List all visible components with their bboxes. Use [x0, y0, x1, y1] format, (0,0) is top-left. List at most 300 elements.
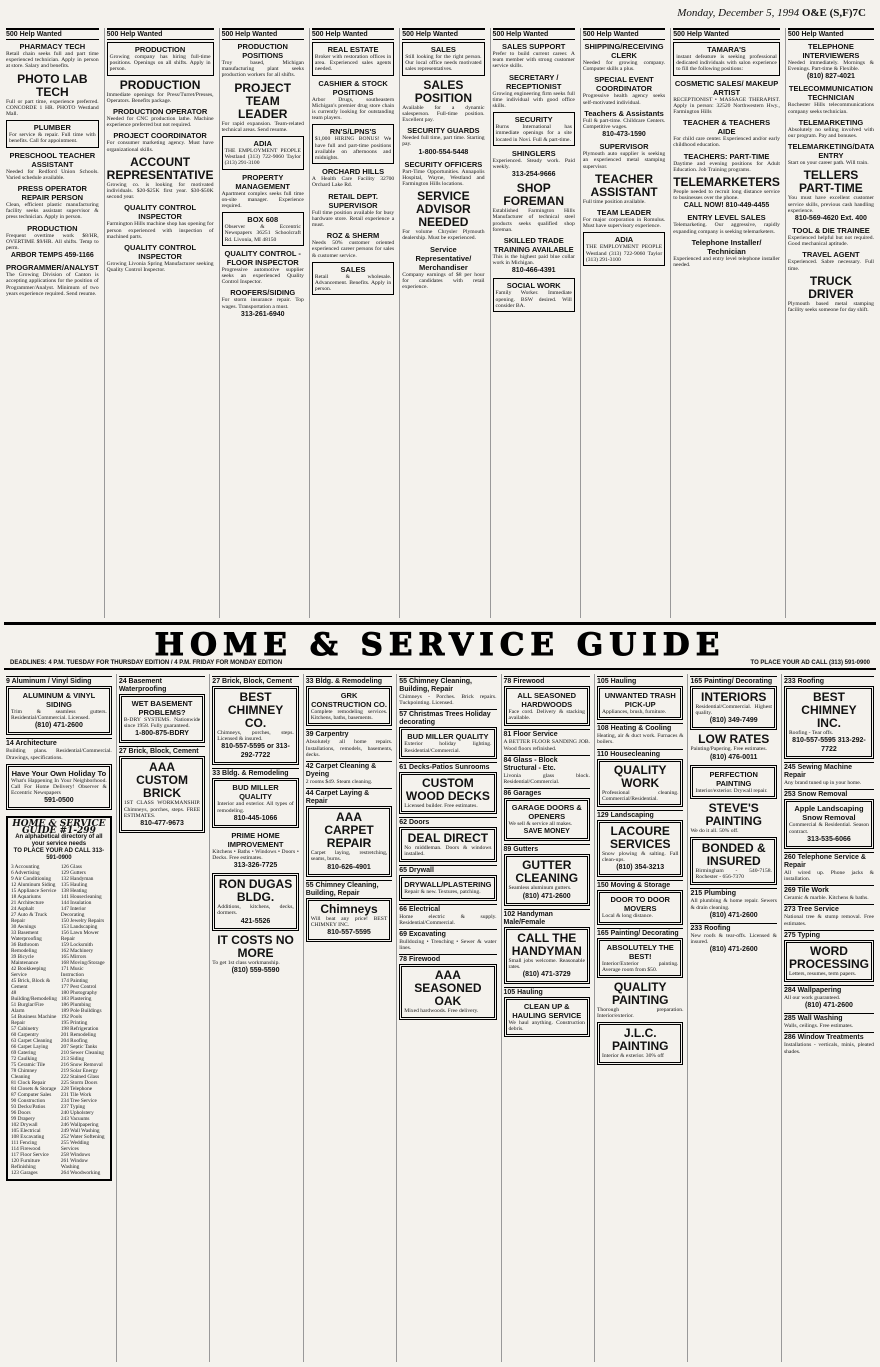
ad-heading: QUALITY CONTROL - FLOOR INSPECTOR: [224, 248, 301, 267]
ad-heading: DOOR TO DOOR MOVERS: [610, 895, 670, 914]
index-item: 138 Heating: [60, 887, 87, 894]
section-header: 500 Help Wanted: [788, 28, 874, 40]
ad-body: THE EMPLOYMENT PEOPLE Westland (313) 722-9060 Taylor (313) 291-3100: [224, 148, 301, 167]
classified-ad: [583, 42, 665, 72]
ad-body: Trim & seamless gutters. Residential/Commercial. Licensed.: [11, 709, 107, 722]
ad-heading: PRODUCTION POSITIONS: [237, 42, 288, 60]
ad-phone: (810) 471-2600: [709, 911, 758, 919]
ad-body: Appliances, brush, furniture.: [601, 709, 667, 715]
service-ad: [597, 1022, 683, 1064]
guide-category: 62 Doors: [399, 817, 496, 827]
ad-phone: 810-569-4620 Ext. 400: [794, 215, 867, 223]
ad-body: Chimneys - Porches. Brick repairs. Tuckpointing. Licensed.: [399, 694, 497, 707]
index-item: 222 Stained Glass: [60, 1073, 100, 1080]
ad-body: THE EMPLOYMENT PEOPLE Westland (313) 722-9060 Taylor (313) 291-3100: [585, 244, 663, 263]
ad-heading: Have Your Own Holiday To: [11, 768, 107, 778]
index-item: 45 Brick, Block & Cement: [11, 977, 51, 990]
index-item: 93 Decks/Patios: [11, 1103, 46, 1110]
service-ad: [212, 934, 298, 975]
index-item: 3 Accounting: [11, 863, 40, 870]
index-item: 225 Storm Doors: [60, 1079, 98, 1086]
classified-ad: [673, 176, 780, 210]
classified-ad: [673, 213, 780, 234]
section-header: 500 Help Wanted: [312, 28, 394, 40]
index-item: 168 Moving/Storage: [60, 959, 105, 966]
classified-column: [490, 28, 577, 618]
ad-heading: GARAGE DOORS & OPENERS: [511, 803, 582, 822]
classified-ad: [222, 136, 304, 170]
ad-heading: ORCHARD HILLS: [322, 167, 385, 177]
index-item: 9 Air Conditioning: [11, 875, 52, 882]
guide-category: 33 Bldg. & Remodeling: [212, 768, 298, 778]
guide-column: [781, 674, 876, 1362]
ad-body: Full or part time, experience preferred. CONCORDE 1 HR. PHOTO Westland Mall.: [6, 98, 99, 118]
ad-heading: PHOTO LAB TECH: [17, 71, 88, 99]
ad-heading: PROGRAMMER/ANALYST: [6, 263, 99, 273]
guide-title: HOME & SERVICE GUIDE: [154, 627, 726, 663]
index-item: 21 Architecture: [11, 899, 44, 906]
service-ad: [784, 895, 874, 901]
classified-ad: [583, 208, 665, 229]
classified-ad: [493, 149, 575, 179]
ad-phone: (810) 471-2600: [522, 892, 571, 900]
classified-ad: [6, 184, 99, 221]
ad-body: Residential/Commercial. Highest quality.: [695, 704, 772, 717]
service-ad: [399, 772, 496, 814]
ad-body: Birmingham - 540-7158. Rochester - 656-7370: [695, 868, 772, 881]
index-item: 24 Asphalt: [11, 905, 34, 912]
ad-heading: ENTRY LEVEL SALES: [687, 213, 766, 223]
ad-body: For major corporation in Romulus. Must have supervisory experience.: [582, 217, 666, 230]
ad-body: Interior & exterior. 30% off: [601, 1053, 664, 1060]
classified-ad: [107, 79, 214, 104]
index-item: 153 Landscaping: [60, 923, 98, 930]
ad-body: Absolutely no selling involved with our program. Pay and bonuses.: [787, 126, 874, 140]
guide-category: 284 Wallpapering: [784, 985, 874, 995]
classified-column: [399, 28, 486, 618]
index-place-ad: TO PLACE YOUR AD CALL 313-591-0900: [13, 847, 105, 861]
index-item: 201 Remodeling: [60, 1031, 97, 1038]
guide-column: [303, 674, 394, 1362]
classified-ad: [788, 42, 874, 81]
classified-ad: [402, 245, 484, 291]
classified-ad: [673, 42, 780, 76]
guide-category: 105 Hauling: [597, 676, 683, 686]
classified-column: [785, 28, 876, 618]
ad-body: instant defeature is seeking professional dedicated individuals with salon experience to fill the following positions:: [676, 54, 777, 73]
ad-heading: RN'S/LPNS'S: [329, 127, 377, 137]
service-ad: [690, 802, 776, 834]
guide-category: 81 Floor Service: [504, 729, 590, 739]
ad-body: Full & part-time. Childcare Centers. Competitive wages.: [582, 117, 666, 131]
ad-heading: ALUMINUM & VINYL SIDING: [22, 691, 96, 709]
guide-category: 253 Snow Removal: [784, 789, 874, 799]
ad-phone: 1-800-875-BDRY: [135, 730, 189, 738]
ad-body: All plumbing & home repair. Sewers & drain cleaning.: [690, 898, 777, 911]
ad-heading: ROOFERS/SIDING: [230, 288, 296, 298]
ad-body: Chimneys, porches, steps. Licensed & insured.: [217, 730, 294, 743]
guide-deadlines: DEADLINES: 4 P.M. TUESDAY FOR THURSDAY EDITION / 4 P.M. FRIDAY FOR MONDAY EDITION: [10, 660, 283, 666]
classified-ad: [788, 118, 874, 139]
ad-heading: SOCIAL WORK: [506, 281, 561, 291]
ad-body: Established Farmington Hills Manufacturer of technical steel products seeks qualified shop foreman.: [492, 208, 575, 233]
ad-heading: SALES POSITION: [414, 77, 473, 105]
guide-category: 269 Tile Work: [784, 885, 874, 895]
classified-ad: [107, 243, 214, 273]
ad-heading: Telephone Installer/ Technician: [691, 237, 762, 256]
ad-phone: (810) 354-3213: [616, 864, 665, 872]
ad-body: Home electric & supply. Residential/Commercial.: [399, 913, 497, 926]
index-item: 39 Bicycle Maintenance: [11, 953, 39, 966]
classified-ad: [493, 278, 575, 312]
service-ad: [306, 686, 392, 726]
guide-category: 78 Firewood: [399, 954, 496, 964]
index-item: 84 Closets & Storage: [11, 1085, 57, 1092]
service-ad: [597, 890, 683, 924]
guide-category: 285 Wall Washing: [784, 1013, 874, 1023]
ad-phone: CALL NOW! 810-449-4455: [683, 202, 770, 210]
classified-ad: [673, 238, 780, 268]
classified-column: [219, 28, 306, 618]
ad-body: People needed to recruit long distance service to businesses over the phone.: [673, 189, 780, 202]
ad-heading: BUD MILLER QUALITY: [407, 732, 489, 742]
index-item: 36 Bathroom Remodeling: [11, 941, 39, 954]
ad-body: Growing company has hiring full-time positions. Openings on all shifts. Apply in person.: [109, 54, 211, 73]
ad-heading: LOW RATES: [698, 732, 770, 747]
guide-category: 57 Christmas Trees Holiday decorating: [399, 709, 496, 727]
guide-category: 78 Firewood: [504, 676, 590, 686]
ad-heading: PERFECTION PAINTING: [709, 769, 758, 788]
ad-body: B-DRY SYSTEMS. Nationwide since 1958. Fully guaranteed.: [123, 717, 201, 730]
classified-column: [580, 28, 667, 618]
ad-heading: Chimneys: [320, 901, 378, 916]
index-item: 237 Typing: [60, 1103, 86, 1110]
ad-heading: BOX 608: [247, 215, 279, 225]
service-ad: [690, 933, 776, 954]
service-ad: [119, 756, 205, 833]
service-ad: [784, 799, 874, 848]
ad-heading: TELEMARKETING: [798, 117, 864, 127]
ad-body: Troy based, Michigan manufacturing plant seeks production workers for all shifts.: [221, 60, 304, 79]
ad-phone: 810-477-9673: [140, 820, 184, 828]
index-item: 102 Drywall: [11, 1121, 38, 1128]
ad-body: Interior/Exterior painting. Average room from $50.: [601, 960, 679, 973]
index-item: 18 Aquariums: [11, 893, 41, 900]
index-item: 48 Building/Remodeling: [11, 989, 57, 1002]
guide-category: 286 Window Treatments: [784, 1032, 874, 1042]
ad-phone: 421-5526: [240, 917, 271, 925]
ad-body: We haul anything. Construction debris.: [508, 1020, 585, 1033]
ad-heading: PRODUCTION OPERATOR: [112, 107, 208, 117]
index-item: 12 Aluminum Siding: [11, 881, 56, 888]
ad-body: Mixed hardwoods. Free delivery.: [404, 1008, 479, 1015]
index-item: 213 Siding: [60, 1055, 85, 1062]
guide-category: 61 Decks-Patios Sunrooms: [399, 762, 496, 772]
guide-category: 233 Roofing: [690, 923, 776, 933]
service-ad: [690, 765, 776, 799]
index-item: 30 Awnings: [11, 923, 36, 930]
classified-ad: [788, 169, 874, 223]
service-ad: [399, 939, 496, 951]
guide-category: 108 Heating & Cooling: [597, 723, 683, 733]
ad-body: A Health Care Facility 32700 Orchard Lake Rd.: [311, 176, 395, 189]
ad-body: For rapid expansion. Team-related technical areas. Send resume.: [221, 120, 304, 133]
service-ad: [399, 964, 496, 1019]
classified-ad: [493, 182, 575, 233]
service-ad: [597, 733, 683, 745]
guide-category: 86 Garages: [504, 788, 590, 798]
index-item: 120 Furniture Refinishing: [11, 1157, 40, 1170]
classified-ad: [222, 42, 304, 79]
service-ad: [597, 938, 683, 978]
ad-body: Heating, air & duct work. Furnaces & boilers.: [596, 733, 684, 746]
ad-heading: DEAL DIRECT: [407, 831, 489, 846]
classified-ad: [788, 226, 874, 247]
ad-heading: ADIA: [614, 235, 634, 245]
service-ad: [504, 997, 590, 1037]
ad-body: $1,000 HIRING BONUS! We have full and part-time positions available on afternoons and midnights.: [314, 136, 392, 162]
ad-body: We do it all. 50% off.: [690, 827, 739, 834]
classified-ad: [312, 262, 394, 296]
guide-column: [594, 674, 685, 1362]
classified-ad: [312, 42, 394, 76]
ad-heading: ACCOUNT REPRESENTATIVE: [106, 154, 214, 182]
guide-category: 9 Aluminum / Vinyl Siding: [6, 676, 112, 686]
ad-phone: 810-445-1066: [233, 814, 278, 822]
ad-body: 2 rooms $49. Steam cleaning.: [305, 779, 373, 786]
service-ad: [399, 914, 496, 926]
classified-ad: [312, 79, 394, 122]
service-ad: [784, 1023, 874, 1029]
guide-category: 55 Chimney Cleaning, Building, Repair: [306, 880, 392, 898]
guide-category: 44 Carpet Laying & Repair: [306, 788, 392, 806]
guide-category: 165 Painting/ Decorating: [690, 676, 776, 686]
date-text: Monday, December 5, 1994: [677, 7, 800, 19]
ad-heading: PRODUCTION: [119, 77, 201, 92]
service-ad: [306, 898, 392, 942]
service-ad: [399, 694, 496, 706]
ad-body: This is the highest paid blue collar work in Michigan.: [492, 254, 575, 267]
ad-heading: PLUMBER: [33, 123, 71, 133]
classified-ad: [107, 131, 214, 152]
index-item: 123 Garages: [11, 1169, 38, 1176]
classified-ad: [583, 109, 665, 139]
classified-ad: [6, 73, 99, 118]
ad-body: For consumer marketing agency. Must have organizational skills.: [106, 140, 214, 153]
ad-body: Thorough preparation. Interior/exterior.: [596, 1007, 684, 1020]
ad-heading: BUD MILLER QUALITY: [232, 783, 279, 802]
classified-ad: [788, 84, 874, 114]
index-item: 6 Advertising: [11, 869, 40, 876]
service-ad: [597, 981, 683, 1019]
ad-heading: ADIA: [253, 139, 272, 149]
ad-heading: BEST CHIMNEY INC.: [801, 690, 857, 730]
ad-heading: AAA CARPET REPAIR: [324, 810, 374, 851]
guide-category: 14 Architecture: [6, 738, 112, 748]
ad-phone: 810-466-4391: [511, 267, 556, 275]
ad-heading: GUTTER CLEANING: [515, 858, 579, 886]
classified-ad: [107, 156, 214, 201]
service-ad: [306, 739, 392, 758]
ad-phone: (810) 349-7499: [709, 717, 758, 725]
ad-body: Company earnings of $8 per hour for candidates with retail experience.: [402, 271, 485, 291]
service-ad: [784, 1042, 874, 1054]
index-item: 156 Lawn Mower Repair: [60, 929, 99, 942]
index-item: 126 Glass: [60, 863, 82, 870]
guide-column: [209, 674, 300, 1362]
ad-body: National tree & stump removal. Free estimates.: [783, 914, 874, 927]
index-item: 249 Wall Washing: [60, 1127, 100, 1134]
ad-body: Growing Livonia Spring Manufacturer seeking Quality Control Inspector.: [106, 261, 214, 274]
classified-ad: [107, 203, 214, 240]
ad-heading: SECURITY: [514, 115, 553, 125]
index-item: 219 Solar Energy: [60, 1067, 98, 1074]
ad-heading: ABSOLUTELY THE BEST!: [606, 942, 674, 961]
ad-body: What's Happening In Your Neighborhood. Call For Home Delivery! Observer & Eccentric Newspapers: [11, 777, 107, 797]
service-ad: [690, 686, 776, 730]
guide-category: 84 Glass - Block Structural - Etc.: [504, 755, 590, 773]
index-item: 27 Auto & Truck Repair: [11, 911, 48, 924]
ad-body: 1ST CLASS WORKMANSHIP. Chimneys, porches, steps. FREE ESTIMATES.: [123, 800, 201, 819]
guide-category: 165 Painting/ Decorating: [597, 928, 683, 938]
index-item: 195 Printing: [60, 1019, 88, 1026]
ad-phone: 810-557-5595 313-292-7722: [792, 737, 866, 754]
ad-body: Broker with restoration offices in area. Experienced sales agents needed.: [314, 54, 392, 73]
ad-heading: STEVE'S PAINTING: [705, 800, 762, 828]
classified-ad: [583, 173, 665, 205]
classified-ad: [493, 42, 575, 70]
ad-heading: SKILLED TRADE TRAINING AVAILABLE: [493, 236, 574, 255]
guide-column: [116, 674, 207, 1362]
ad-body: For storm insurance repair. Top wages. Transportation a must.: [221, 297, 304, 310]
ad-body: Telemarketing. Our aggressive, rapidly expanding company is seeking telemarketers.: [673, 222, 780, 235]
ad-phone: (810) 827-4021: [806, 73, 855, 81]
ad-body: Will beat any price! BEST CHIMNEY INC.: [310, 915, 388, 928]
ad-body: We sell & service all makes.: [508, 821, 573, 828]
ad-body: Roofing - Tear offs.: [788, 730, 834, 736]
index-item: 177 Pest Control: [60, 983, 97, 990]
index-item: 252 Water Softening: [60, 1133, 105, 1140]
ad-heading: Teachers & Assistants: [584, 108, 664, 118]
ad-body: For child care center. Experienced and/or early childhood education.: [673, 136, 780, 149]
guide-category: 39 Carpentry: [306, 729, 392, 739]
ad-body: You must have excellent customer service skills, previous cash handling experience.: [787, 195, 874, 214]
ad-body: Needed for growing company. Computer skills a plus.: [582, 60, 666, 73]
service-ad: [212, 831, 298, 870]
masthead: [0, 0, 880, 26]
home-service-guide-banner: [4, 622, 876, 670]
ad-body: Professional cleaning. Commercial/Residential.: [601, 789, 679, 802]
ad-phone: (810) 471-2600: [709, 946, 758, 954]
classified-ad: [402, 79, 484, 124]
ad-body: Farmington Hills machine shop has opening for person experienced with inspection of machined parts.: [106, 221, 214, 240]
ad-heading: QUALITY WORK: [613, 762, 667, 790]
guide-category: 150 Moving & Storage: [597, 880, 683, 890]
index-item: 162 Machinery: [60, 947, 94, 954]
guide-category: 102 Handyman Male/Female: [504, 909, 590, 927]
ad-body: Retail & wholesale. Advancement. Benefits. Apply in person.: [314, 273, 392, 293]
service-ad: [690, 733, 776, 761]
ad-heading: Service Representative/ Merchandiser: [415, 244, 472, 272]
ad-body: Plymouth based metal stamping facility seeks someone for day shift.: [787, 300, 874, 314]
classified-ad: [402, 126, 484, 156]
classified-ad: [312, 124, 394, 164]
ad-heading: INTERIORS: [701, 690, 767, 704]
service-ad: [690, 898, 776, 919]
page-number: (S,F)7C: [829, 7, 866, 19]
ad-heading: COSMETIC SALES/ MAKEUP ARTIST: [674, 78, 779, 97]
ad-heading: IT COSTS NO MORE: [217, 932, 294, 960]
index-item: 108 Excavating: [11, 1133, 45, 1140]
ad-body: Family Worker. Immediate opening. BSW desired. Will consider BA.: [495, 290, 572, 309]
ad-heading: PRODUCTION: [134, 45, 186, 54]
ad-heading: TRUCK DRIVER: [808, 273, 854, 301]
ad-body: Absolutely all home repairs. Installations, remodels, basements, decks.: [305, 739, 393, 758]
index-item: 186 Plumbing: [60, 1001, 91, 1008]
service-ad: [6, 686, 112, 735]
service-ad: [504, 686, 590, 726]
ad-body: Walls, ceilings. Free estimates.: [783, 1023, 854, 1030]
ad-body: Available for a dynamic salesperson. Full-time position. Excellent pay.: [402, 104, 485, 124]
ad-heading: PROJECT TEAM LEADER: [234, 80, 292, 121]
ad-body: Experienced. Steady work. Paid weekly.: [492, 157, 575, 171]
ad-body: Start on your career path. Will train.: [787, 160, 869, 167]
index-item: 117 Floor Service: [11, 1151, 49, 1158]
ad-body: Painting/Papering. Free estimates.: [690, 746, 767, 753]
service-ad: [597, 686, 683, 720]
index-item: 69 Catering: [11, 1049, 36, 1056]
edition-label: O&E: [801, 7, 827, 19]
index-item: 144 Insulation: [60, 899, 92, 906]
index-item: 246 Wallpapering: [60, 1121, 99, 1128]
guide-category: 273 Tree Service: [784, 904, 874, 914]
ad-heading: J.L.C. PAINTING: [612, 1026, 669, 1054]
service-ad: [212, 686, 298, 765]
ad-phone: 313-535-6066: [807, 835, 851, 843]
index-title: HOME & SERVICE GUIDE #1-299: [12, 819, 106, 836]
ad-body: Local & long distance.: [601, 913, 653, 920]
index-item: 66 Carpet Laying: [11, 1043, 49, 1050]
ad-heading: CUSTOM WOOD DECKS: [405, 775, 490, 803]
ad-body: Daytime and evening positions for Adult Education. Job Training programs.: [673, 160, 780, 173]
index-item: 111 Fencing: [11, 1139, 37, 1146]
ad-phone: 313-326-7725: [233, 862, 278, 870]
ad-heading: SPECIAL EVENT COORDINATOR: [594, 75, 654, 94]
ad-body: The Growing Division of Canton is accepting applications for the position of Programmer/Analyst. Minimum of two years experience required. Send resume.: [6, 272, 99, 297]
index-item: 75 Ceramic Tile: [11, 1061, 46, 1068]
index-item: 63 Carpet Cleaning: [11, 1037, 53, 1044]
ad-phone: SAVE MONEY: [523, 828, 570, 836]
ad-heading: WORD PROCESSING: [788, 943, 869, 971]
ad-body: Progressive automotive supplier seeks an experienced Quality Control Inspector.: [221, 266, 304, 286]
classified-ad: [6, 120, 99, 147]
ad-body: Complete remodeling services. Kitchens, baths, basements.: [310, 709, 388, 722]
ad-heading: SALES SUPPORT: [502, 42, 566, 51]
ad-body: All wired up. Phone jacks & installation.: [783, 869, 874, 883]
ad-heading: TEACHER ASSISTANT: [590, 171, 658, 199]
classified-column: [104, 28, 216, 618]
classified-column: [670, 28, 782, 618]
index-item: 105 Electrical: [11, 1127, 41, 1134]
classified-ad: [6, 42, 99, 70]
section-header: 500 Help Wanted: [222, 28, 304, 40]
ad-heading: PHARMACY TECH: [19, 42, 86, 51]
classified-ad: [107, 42, 214, 76]
section-header: 500 Help Wanted: [6, 28, 99, 40]
service-ad: [690, 837, 776, 885]
ad-body: Face cord. Delivery & stacking available.: [508, 709, 585, 722]
ad-body: Rochester Hills telecommunications company seeks technician.: [787, 102, 874, 115]
